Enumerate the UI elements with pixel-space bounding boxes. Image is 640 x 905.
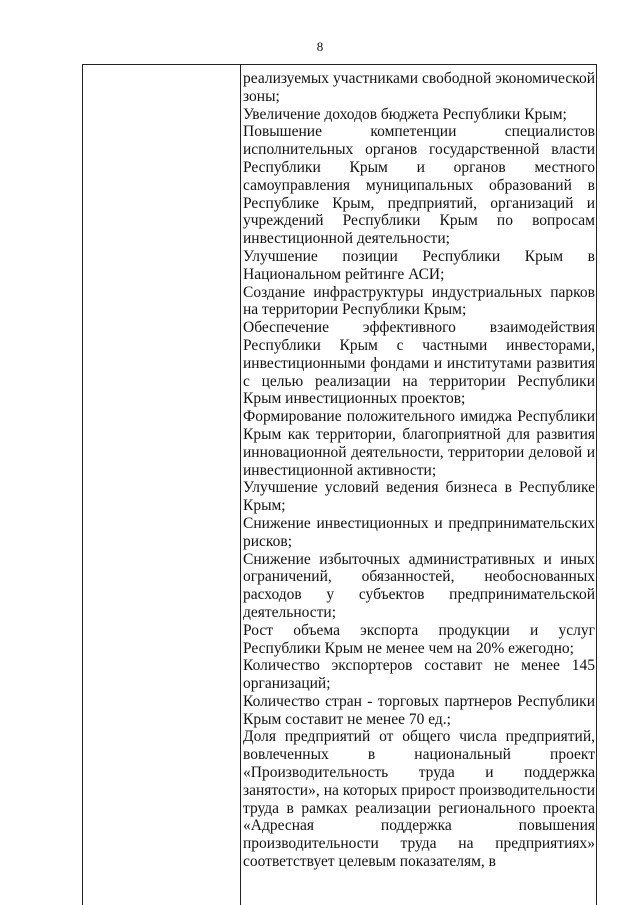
list-item: Формирование положительного имиджа Республики Крым как территории, благоприятной для развития инновационной деятельности, территории деловой и инвестиционной активности; xyxy=(243,408,595,479)
list-item: Снижение избыточных административных и иных ограничений, обязанностей, необоснованных расходов у субъектов предпринимательской деятельности; xyxy=(243,550,595,621)
list-item: Рост объема экспорта продукции и услуг Республики Крым не менее чем на 20% ежегодно; xyxy=(243,621,595,657)
list-item: Доля предприятий от общего числа предприятий, вовлеченных в национальный проект «Производительность труда и поддержка занятости», на которых прирост производительности труда в рамках реализации регионального проекта «Адресная поддержка повышения производительности труда на предприятиях» соответствует целевым показателям, в xyxy=(243,728,595,871)
list-item: Улучшение условий ведения бизнеса в Республике Крым; xyxy=(243,479,595,515)
column-divider xyxy=(240,65,241,905)
table-left-cell xyxy=(83,65,240,905)
list-item: реализуемых участниками свободной экономической зоны; xyxy=(243,70,595,105)
list-item: Повышение компетенции специалистов исполнительных органов государственной власти Республики Крым и органов местного самоуправления муниципальных образований в Республике Крым, предприятий, организаций и учреждений Республики Крым по вопросам инвестиционной деятельности; xyxy=(243,123,595,248)
page-number: 8 xyxy=(316,39,324,54)
list-item: Увеличение доходов бюджета Республики Крым; xyxy=(243,105,567,123)
list-item: Снижение инвестиционных и предпринимательских рисков; xyxy=(243,514,595,550)
list-item: Создание инфраструктуры индустриальных парков на территории Республики Крым; xyxy=(243,283,595,319)
list-item: Улучшение позиции Республики Крым в Национальном рейтинге АСИ; xyxy=(243,247,595,283)
list-item: Количество экспортеров составит не менее 145 организаций; xyxy=(243,657,595,693)
list-item: Количество стран - торговых партнеров Республики Крым составит не менее 70 ед.; xyxy=(243,692,595,728)
list-item: Обеспечение эффективного взаимодействия Республики Крым с частными инвесторами, инвестиционными фондами и институтами развития с целью реализации на территории Республики Крым инвестиционных проектов; xyxy=(243,319,595,408)
table-right-cell xyxy=(243,70,595,871)
document-table xyxy=(82,64,597,905)
